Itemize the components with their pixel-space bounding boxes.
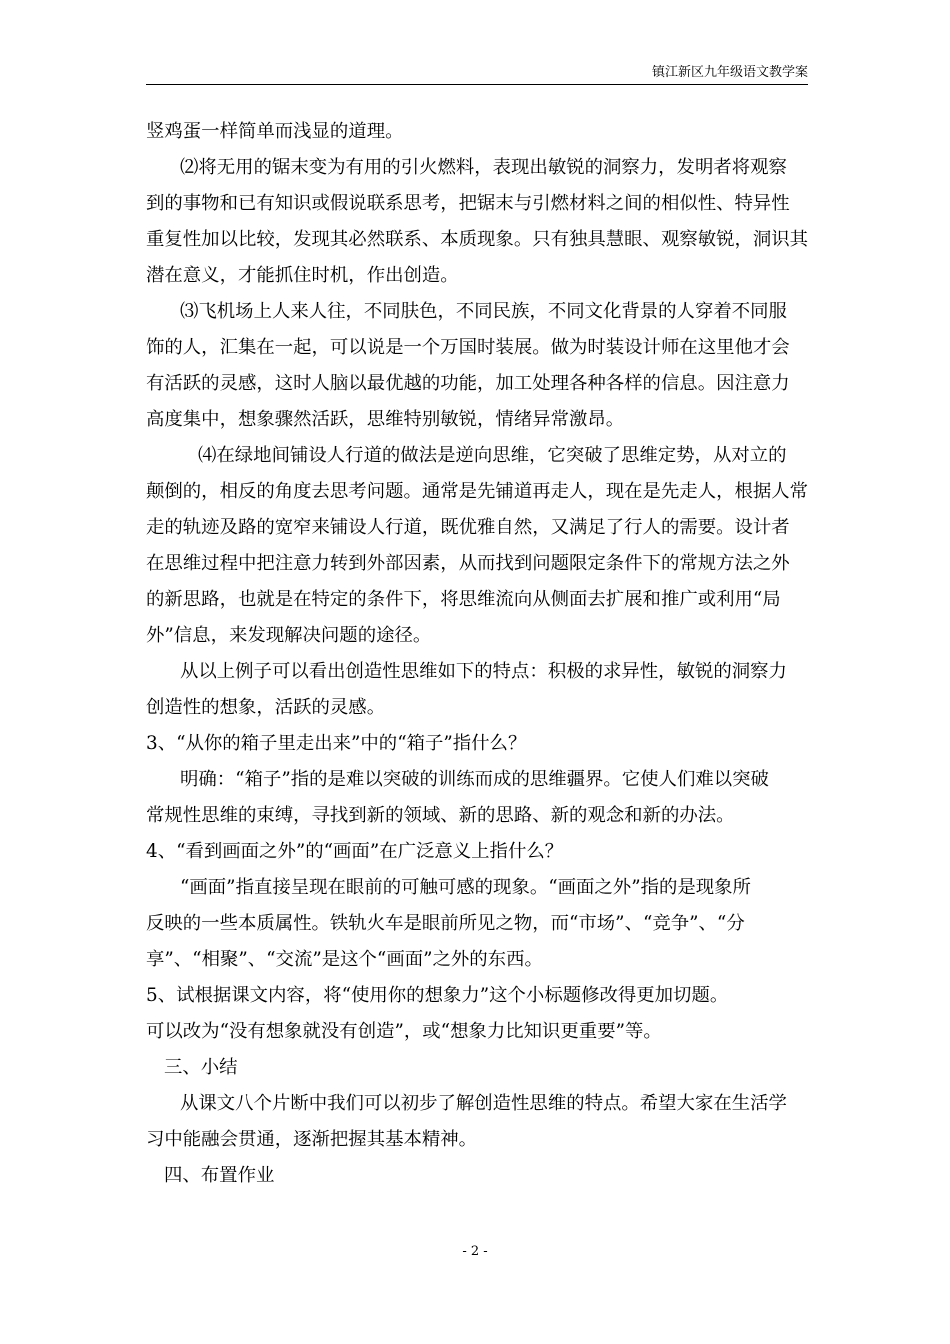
text-line: 4、“看到画面之外”的“画面”在广泛意义上指什么？ (146, 841, 564, 862)
text-line: ⑷在绿地间铺设人行道的做法是逆向思维，它突破了思维定势，从对立的 (198, 445, 787, 466)
text-line: 3、“从你的箱子里走出来”中的“箱子”指什么？ (146, 733, 527, 754)
text-line: 从课文八个片断中我们可以初步了解创造性思维的特点。希望大家在生活学 (180, 1093, 787, 1114)
text-line: 饰的人，汇集在一起，可以说是一个万国时装展。做为时装设计师在这里他才会 (146, 337, 790, 358)
text-line: 竖鸡蛋一样简单而浅显的道理。 (146, 121, 404, 142)
text-line: 重复性加以比较，发现其必然联系、本质现象。只有独具慧眼、观察敏锐，洞识其 (146, 229, 809, 250)
text-line: 5、试根据课文内容，将“使用你的想象力”这个小标题修改得更加切题。 (146, 985, 729, 1006)
text-line: 有活跃的灵感，这时人脑以最优越的功能，加工处理各种各样的信息。因注意力 (146, 373, 790, 394)
header-title: 镇江新区九年级语文教学案 (651, 65, 808, 80)
text-line: 三、小结 (164, 1057, 238, 1078)
text-line: 高度集中，想象骤然活跃，思维特别敏锐，情绪异常激昂。 (146, 409, 625, 430)
text-line: 在思维过程中把注意力转到外部因素，从而找到问题限定条件下的常规方法之外 (146, 553, 790, 574)
text-line: 到的事物和已有知识或假说联系思考，把锯末与引燃材料之间的相似性、特异性 (146, 193, 790, 214)
text-line: 从以上例子可以看出创造性思维如下的特点：积极的求异性，敏锐的洞察力 (180, 661, 787, 682)
text-line: ⑶飞机场上人来人往，不同肤色，不同民族，不同文化背景的人穿着不同服 (180, 301, 787, 322)
page-number: - 2 - (462, 1244, 488, 1259)
text-line: 常规性思维的束缚，寻找到新的领域、新的思路、新的观念和新的办法。 (146, 805, 735, 826)
text-line: 的新思路，也就是在特定的条件下，将思维流向从侧面去扩展和推广或利用“局 (146, 589, 781, 610)
text-line: 潜在意义，才能抓住时机，作出创造。 (146, 265, 459, 286)
text-line: 习中能融会贯通，逐渐把握其基本精神。 (146, 1129, 478, 1150)
text-line: 享”、“相聚”、“交流”是这个“画面”之外的东西。 (146, 949, 543, 970)
text-line: 可以改为“没有想象就没有创造”，或“想象力比知识更重要”等。 (146, 1021, 662, 1042)
text-line: 反映的一些本质属性。铁轨火车是眼前所见之物，而“市场”、“竞争”、“分 (146, 913, 745, 934)
text-line: “画面”指直接呈现在眼前的可触可感的现象。“画面之外”指的是现象所 (180, 877, 751, 898)
text-line: 明确：“箱子”指的是难以突破的训练而成的思维疆界。它使人们难以突破 (180, 769, 769, 790)
text-line: 外”信息，来发现解决问题的途径。 (146, 625, 432, 646)
text-line: 四、布置作业 (164, 1165, 275, 1186)
page-header (146, 62, 808, 85)
text-line: 颠倒的，相反的角度去思考问题。通常是先铺道再走人，现在是先走人，根据人常 (146, 481, 809, 502)
text-line: 创造性的想象，活跃的灵感。 (146, 697, 386, 718)
text-line: ⑵将无用的锯末变为有用的引火燃料，表现出敏锐的洞察力，发明者将观察 (180, 157, 787, 178)
text-line: 走的轨迹及路的宽窄来铺设人行道，既优雅自然，又满足了行人的需要。设计者 (146, 517, 790, 538)
